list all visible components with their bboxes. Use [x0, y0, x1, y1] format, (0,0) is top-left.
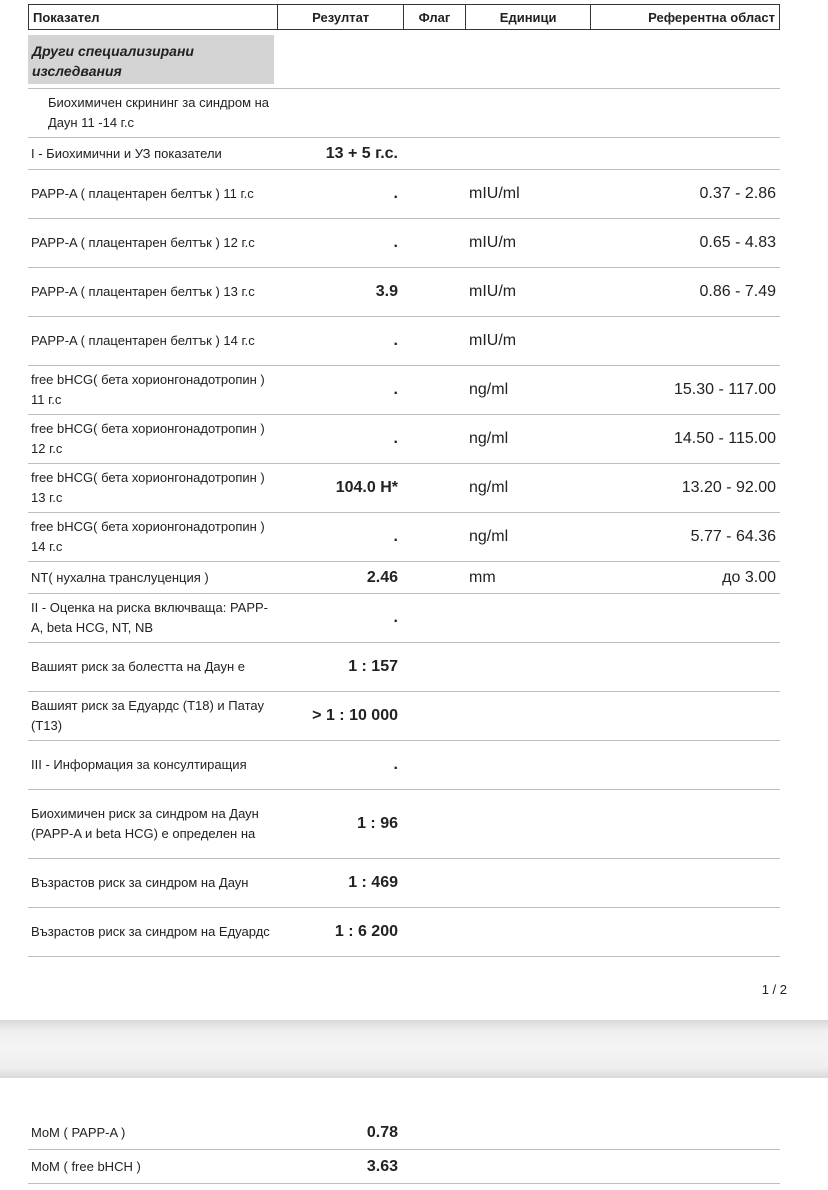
row-label: PAPP-A ( плацентарен белтък ) 11 г.с	[31, 186, 254, 201]
row-label: MoM ( free bHCH )	[31, 1158, 141, 1174]
header-flag: Флаг	[404, 5, 466, 29]
header-reference: Референтна област	[648, 9, 775, 25]
row-label: free bHCG( бета хорионгонадотропин ) 13 г.с	[31, 470, 265, 505]
table-row	[28, 317, 780, 366]
row-label: free bHCG( бета хорионгонадотропин ) 14 г.с	[31, 519, 265, 554]
row-reference: 14.50 - 115.00	[673, 430, 776, 447]
row-label: PAPP-A ( плацентарен белтък ) 14 г.с	[31, 333, 255, 348]
table-row	[28, 594, 780, 643]
table-row	[28, 219, 780, 268]
row-label: Възрастов риск за синдром на Даун	[31, 875, 249, 890]
row-reference: до 3.00	[722, 568, 776, 586]
table-row	[28, 138, 780, 170]
row-result: .	[393, 430, 398, 447]
table-row	[28, 643, 780, 692]
row-label: MoM ( PAPP-A )	[31, 1124, 126, 1140]
row-result: 3.63	[366, 1157, 398, 1175]
row-result: 1 : 6 200	[334, 923, 398, 940]
row-label: Биохимичен риск за синдром на Даун (PAPP-A и beta HCG) е определен на	[31, 806, 259, 841]
row-label: Вашият риск за болестта на Даун е	[31, 659, 246, 674]
table-row	[28, 464, 780, 513]
row-result: .	[393, 609, 398, 626]
row-result: .	[393, 185, 398, 202]
row-result: .	[393, 528, 398, 545]
table-row	[28, 562, 780, 594]
row-reference: 13.20 - 92.00	[681, 479, 776, 496]
table-row	[28, 741, 780, 790]
row-units: mIU/m	[469, 283, 517, 300]
row-result: 1 : 469	[348, 874, 398, 891]
row-units: mIU/ml	[469, 185, 520, 202]
table-row	[28, 692, 780, 741]
report-page-2	[0, 1078, 828, 1190]
table-row	[28, 790, 780, 859]
row-result: 13 + 5 г.с.	[325, 144, 398, 162]
table-row	[28, 1150, 780, 1184]
row-units: ng/ml	[469, 381, 509, 398]
row-reference: 5.77 - 64.36	[690, 528, 776, 545]
row-reference: 0.65 - 4.83	[699, 234, 776, 251]
table-row	[28, 859, 780, 908]
row-label: Вашият риск за Едуардс (Т18) и Патау (Т13)	[31, 698, 264, 733]
header-units: Единици	[466, 5, 592, 29]
row-units: ng/ml	[469, 528, 509, 545]
section-title: Други специализирани изследвания	[28, 35, 274, 84]
header-indicator: Показател	[29, 5, 278, 29]
table-row	[28, 908, 780, 957]
row-result: 104.0 H*	[335, 479, 398, 496]
row-units: ng/ml	[469, 430, 509, 447]
table-row	[28, 268, 780, 317]
row-result: .	[393, 756, 398, 773]
results-table	[28, 89, 780, 957]
row-label: PAPP-A ( плацентарен белтък ) 12 г.с	[31, 235, 255, 250]
row-result: 0.78	[366, 1123, 398, 1141]
row-result: > 1 : 10 000	[312, 707, 398, 724]
row-result: .	[393, 332, 398, 349]
row-label: free bHCG( бета хорионгонадотропин ) 12 г.с	[31, 421, 265, 456]
row-result: 2.46	[366, 568, 398, 586]
header-result: Резултат	[278, 5, 404, 29]
table-row	[28, 89, 780, 138]
row-result: .	[393, 234, 398, 251]
row-result: 1 : 96	[357, 815, 398, 832]
row-units: mIU/m	[469, 234, 517, 251]
row-label: Възрастов риск за синдром на Едуардс	[31, 924, 270, 939]
row-result: 3.9	[375, 283, 398, 300]
table-row	[28, 513, 780, 562]
row-units: mm	[469, 568, 496, 586]
page-separator	[0, 1020, 828, 1078]
row-units: mIU/m	[469, 332, 517, 349]
table-row	[28, 170, 780, 219]
row-result: .	[393, 381, 398, 398]
mom-table	[28, 1116, 780, 1184]
table-row	[28, 415, 780, 464]
table-row	[28, 1116, 780, 1150]
row-label: PAPP-A ( плацентарен белтък ) 13 г.с	[31, 284, 255, 299]
row-label: NT( нухална транслуценция )	[31, 569, 209, 585]
table-header	[28, 4, 780, 30]
row-reference: 0.86 - 7.49	[699, 283, 776, 300]
row-label: Биохимичен скрининг за синдром на Даун 11 -14 г.с	[48, 95, 270, 130]
row-label: II - Оценка на риска включваща: PAPP-A, beta HCG, NT, NB	[31, 600, 268, 635]
row-units: ng/ml	[469, 479, 509, 496]
page-number: 1 / 2	[761, 982, 787, 997]
row-reference: 0.37 - 2.86	[699, 185, 776, 202]
row-label: III - Информация за консултиращия	[31, 757, 247, 772]
row-reference: 15.30 - 117.00	[673, 381, 776, 398]
table-row	[28, 366, 780, 415]
row-result: 1 : 157	[348, 658, 398, 675]
row-label: free bHCG( бета хорионгонадотропин ) 11 г.с	[31, 372, 265, 407]
row-label: I - Биохимични и УЗ показатели	[31, 145, 222, 161]
